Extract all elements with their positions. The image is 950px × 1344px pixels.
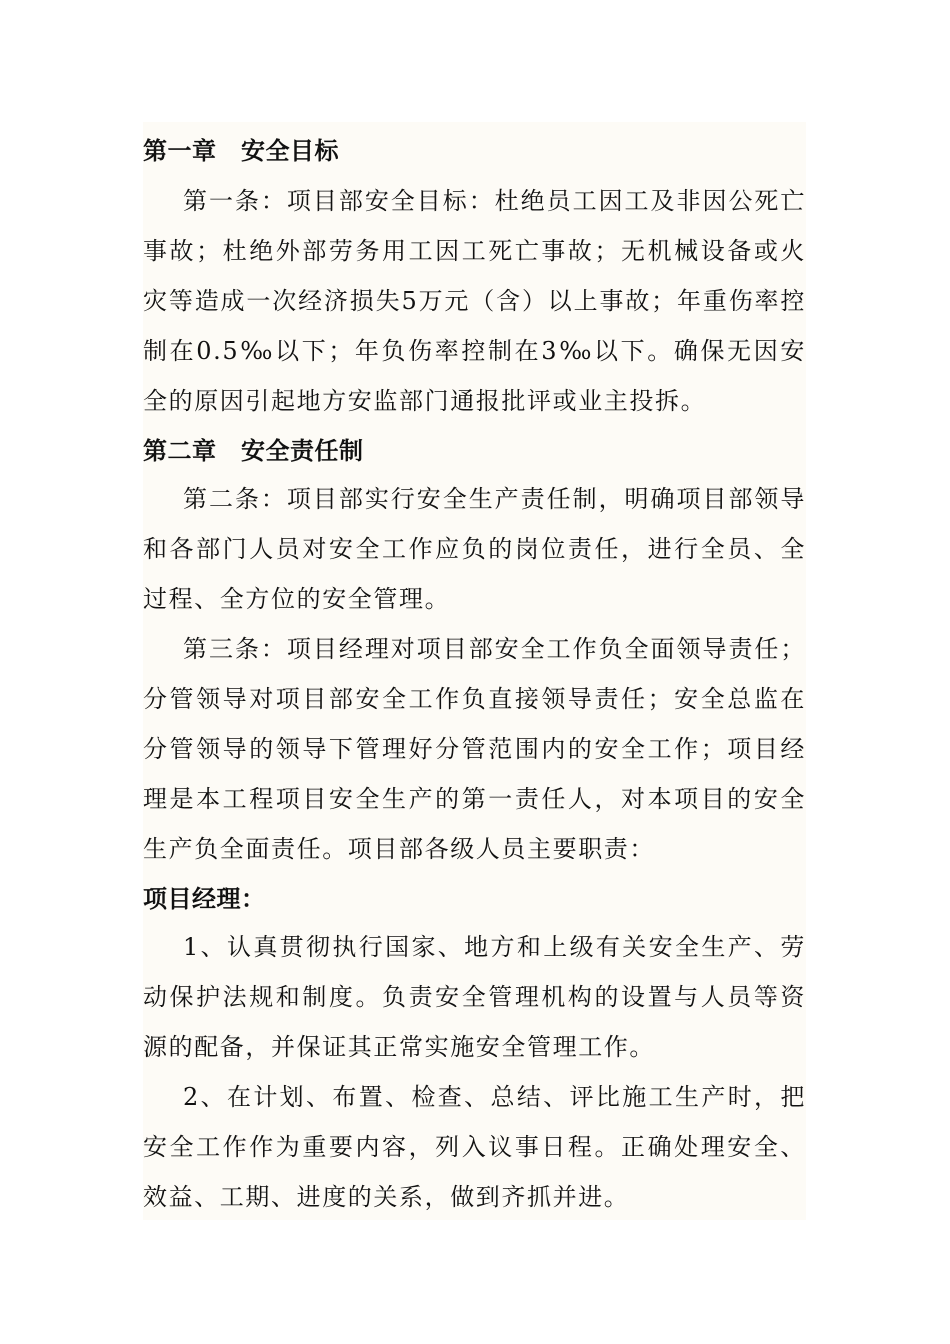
document-body — [143, 122, 806, 1220]
pm-duty-item-2: 2、在计划、布置、检查、总结、评比施工生产时，把安全工作作为重要内容，列入议事日程。正确处理安全、效益、工期、进度的关系，做到齐抓并进。 — [143, 1083, 806, 1211]
article-3-paragraph: 第三条：项目经理对项目部安全工作负全面领导责任；分管领导对项目部安全工作负直接领导责任；安全总监在分管领导的领导下管理好分管范围内的安全工作；项目经理是本工程项目安全生产的第一责任人，对本项目的安全生产负全面责任。项目部各级人员主要职责： — [143, 635, 806, 863]
chapter-1-heading: 第一章 安全目标 — [143, 136, 339, 165]
pm-duty-item-1: 1、认真贯彻执行国家、地方和上级有关安全生产、劳动保护法规和制度。负责安全管理机构的设置与人员等资源的配备，并保证其正常实施安全管理工作。 — [143, 933, 806, 1061]
project-manager-heading: 项目经理： — [143, 884, 266, 913]
article-1-paragraph: 第一条：项目部安全目标：杜绝员工因工及非因公死亡事故；杜绝外部劳务用工因工死亡事故；无机械设备或火灾等造成一次经济损失5万元（含）以上事故；年重伤率控制在0.5‰以下；年负伤率控制在3‰以下。确保无因安全的原因引起地方安监部门通报批评或业主投拆。 — [143, 187, 806, 415]
chapter-2-heading: 第二章 安全责任制 — [143, 436, 364, 465]
article-2-paragraph: 第二条：项目部实行安全生产责任制，明确项目部领导和各部门人员对安全工作应负的岗位责任，进行全员、全过程、全方位的安全管理。 — [143, 485, 806, 613]
